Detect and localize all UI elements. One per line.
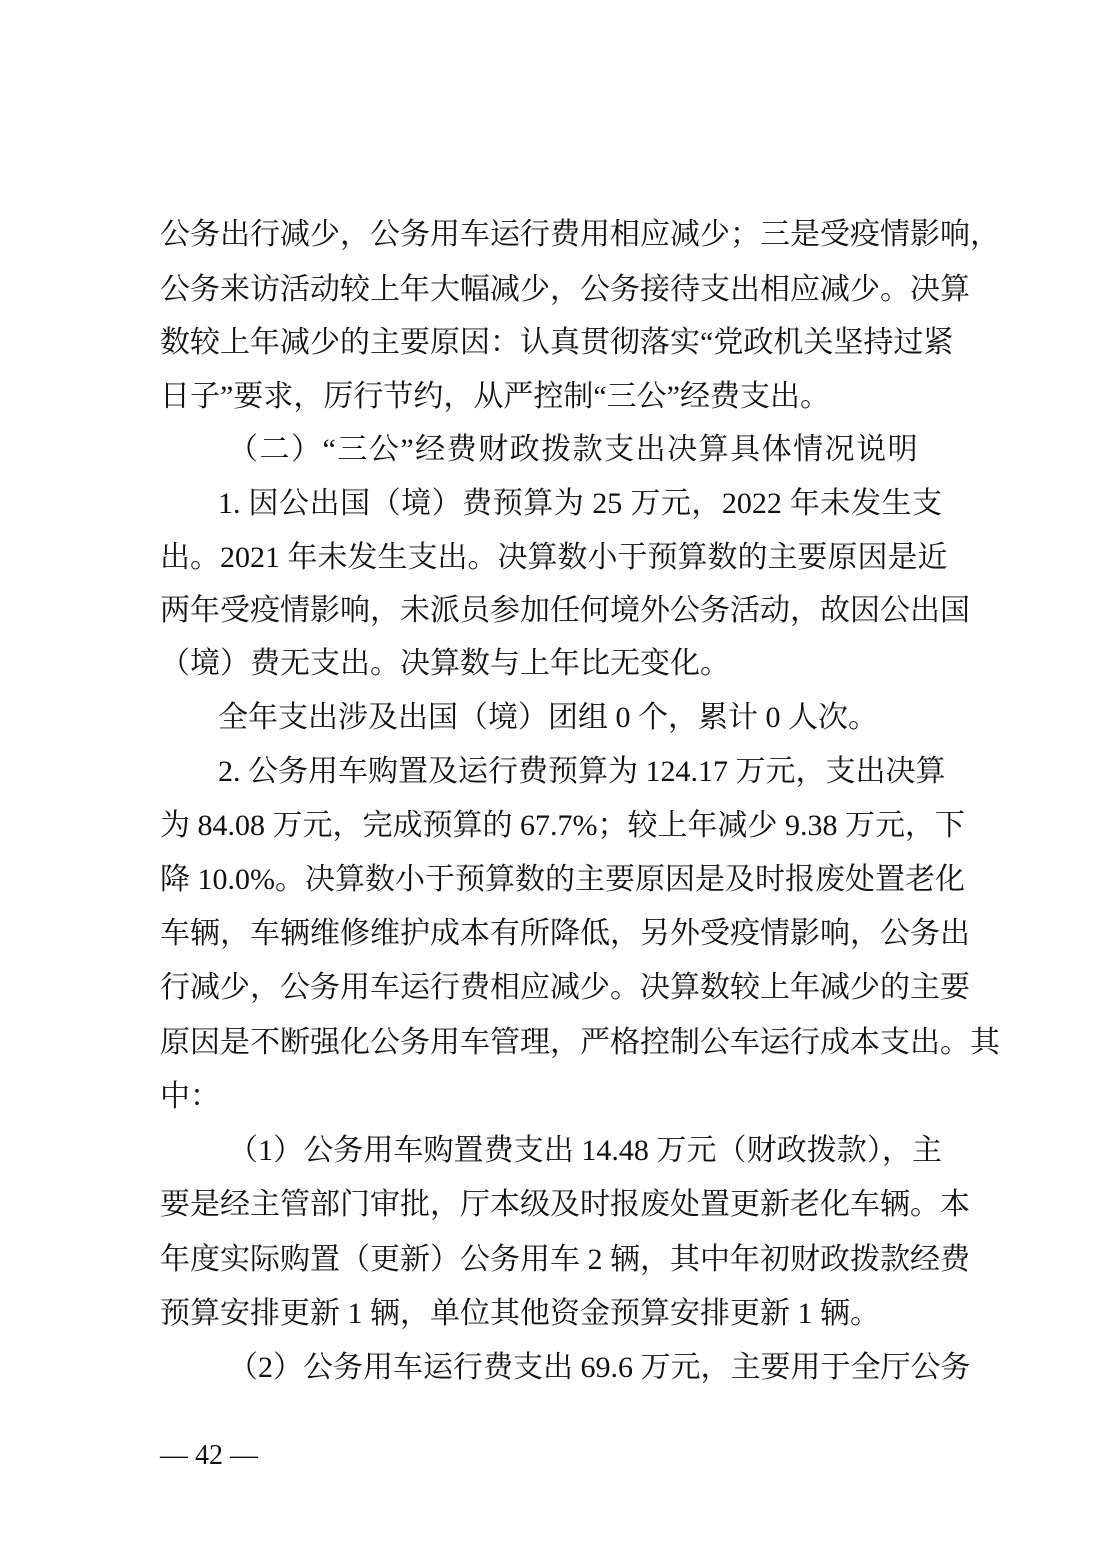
text-line: 行减少，公务用车运行费相应减少。决算数较上年减少的主要 <box>160 971 970 1004</box>
section-heading: （二）“三公”经费财政拨款支出决算具体情况说明 <box>228 433 920 466</box>
text-line: 全年支出涉及出国（境）团组 0 个，累计 0 人次。 <box>218 701 878 734</box>
text-line: （境）费无支出。决算数与上年比无变化。 <box>160 647 730 680</box>
text-line: （1）公务用车购置费支出 14.48 万元（财政拨款），主 <box>228 1134 942 1167</box>
text-line: 1. 因公出国（境）费预算为 25 万元，2022 年未发生支 <box>218 487 942 520</box>
text-line: 公务出行减少，公务用车运行费用相应减少；三是受疫情影响， <box>160 218 1000 251</box>
text-line: （2）公务用车运行费支出 69.6 万元，主要用于全厅公务 <box>228 1351 971 1384</box>
text-line: 中： <box>160 1080 220 1113</box>
text-line: 车辆，车辆维修维护成本有所降低，另外受疫情影响，公务出 <box>160 917 970 950</box>
text-line: 2. 公务用车购置及运行费预算为 124.17 万元，支出决算 <box>218 755 946 788</box>
text-line: 降 10.0%。决算数小于预算数的主要原因是及时报废处置老化 <box>160 863 965 896</box>
text-line: 年度实际购置（更新）公务用车 2 辆，其中年初财政拨款经费 <box>160 1243 970 1276</box>
text-line: 要是经主管部门审批，厅本级及时报废处置更新老化车辆。本 <box>160 1188 970 1221</box>
text-line: 出。2021 年未发生支出。决算数小于预算数的主要原因是近 <box>160 541 948 574</box>
text-line: 为 84.08 万元，完成预算的 67.7%；较上年减少 9.38 万元，下 <box>160 809 965 842</box>
text-line: 日子”要求，厉行节约，从严控制“三公”经费支出。 <box>160 380 830 413</box>
page-number: — 42 — <box>160 1440 258 1471</box>
text-line: 公务来访活动较上年大幅减少，公务接待支出相应减少。决算 <box>160 273 970 306</box>
text-line: 两年受疫情影响，未派员参加任何境外公务活动，故因公出国 <box>160 594 970 627</box>
text-line: 原因是不断强化公务用车管理，严格控制公车运行成本支出。其 <box>160 1026 1000 1059</box>
text-line: 数较上年减少的主要原因：认真贯彻落实“党政机关坚持过紧 <box>160 326 954 359</box>
text-line: 预算安排更新 1 辆，单位其他资金预算安排更新 1 辆。 <box>160 1297 880 1330</box>
